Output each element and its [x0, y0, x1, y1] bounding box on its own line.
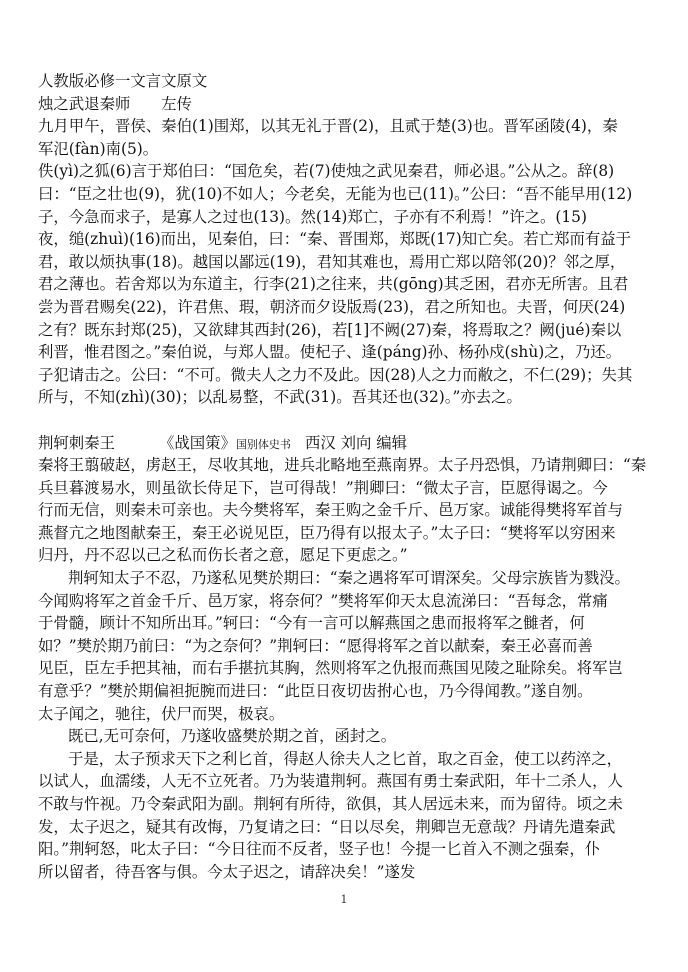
text-line: 夜，缒(zhuì)(16)而出，见秦伯，曰：“秦、晋围郑，郑既(17)知亡矣。若亡郑而有益于 [38, 230, 632, 249]
text-line: 利晋，惟君图之。”秦伯说，与郑人盟。使杞子、逢(páng)孙、杨孙戍(shù)之，乃还。 [38, 343, 622, 362]
text-line: 如？”樊於期乃前曰：“为之奈何？”荆轲曰：“愿得将军之首以献秦，秦王必喜而善 [38, 636, 593, 655]
text-line: 军氾(fàn)南(5)。 [38, 139, 159, 158]
text-line: 发，太子迟之，疑其有改悔，乃复请之曰：“日以尽矣，荆卿岂无意哉？丹请先遣秦武 [38, 817, 616, 836]
text-line: 以试人，血濡缕，人无不立死者。乃为装遣荆轲。燕国有勇士秦武阳，年十二杀人，人 [38, 772, 623, 791]
text-line: 于是，太子预求天下之利匕首，得赵人徐夫人之匕首，取之百金，使工以药淬之， [68, 749, 623, 768]
text-line: 君之薄也。若舍郑以为东道主，行李(21)之往来，共(gōng)其乏困，君亦无所害。且君 [38, 275, 629, 294]
section-heading-zhuzhiwu: 烛之武退秦师 左传 [38, 94, 192, 113]
text-line: 既已,无可奈何，乃遂收盛樊於期之首，函封之。 [68, 727, 397, 746]
section-gap [38, 409, 650, 432]
text-line: 尝为晋君赐矣(22)，许君焦、瑕，朝济而夕设版焉(23)，君之所知也。夫晋，何厌(24) [38, 297, 626, 316]
text-line: 有意乎？”樊於期偏袒扼腕而进曰：“此臣日夜切齿拊心也，乃今得闻教。”遂自刎。 [38, 682, 593, 701]
text-line: 之有？既东封郑(25)，又欲肆其西封(26)，若[1]不阙(27)秦，将焉取之？阙(jué)秦以 [38, 320, 622, 339]
text-line: 曰：“臣之壮也(9)，犹(10)不如人；今老矣，无能为也已(11)。”公曰：“吾不能早用(12) [38, 184, 633, 203]
text-line: 子犯请击之。公曰：“不可。微夫人之力不及此。因(28)人之力而敝之，不仁(29)；失其 [38, 365, 633, 384]
text-line: 行而无信，则秦未可亲也。夫今樊将军，秦王购之金千斤、邑万家。诚能得樊将军首与 [38, 501, 623, 520]
text-line: 所以留者，待吾客与俱。今太子迟之，请辞决矣！”遂发 [38, 862, 416, 881]
document-body [38, 70, 650, 883]
text-line: 燕督亢之地图献秦王，秦王必说见臣，臣乃得有以报太子。”太子曰：“樊将军以穷困来 [38, 523, 616, 542]
text-line: 兵旦暮渡易水，则虽欲长侍足下，岂可得哉！”荆卿曰：“微太子言，臣愿得谒之。今 [38, 478, 608, 497]
text-line: 见臣，臣左手把其袖，而右手揕抗其胸，然则将军之仇报而燕国见陵之耻除矣。将军岂 [38, 659, 623, 678]
text-line: 不敢与忤视。乃令秦武阳为副。荆轲有所待，欲俱，其人居远未来，而为留待。顷之未 [38, 795, 623, 813]
text-line: 太子闻之，驰往，伏尸而哭，极哀。 [38, 704, 285, 723]
text-line: 今闻购将军之首金千斤、邑万家，将奈何？”樊将军仰天太息流涕曰：“吾每念，常痛 [38, 591, 608, 610]
text-line: 归丹，丹不忍以己之私而伤长者之意，愿足下更虑之。” [38, 546, 408, 565]
text-line: 荆轲知太子不忍，乃遂私见樊於期曰：“秦之遇将军可谓深矣。父母宗族皆为戮没。 [68, 569, 630, 588]
heading-book: 《战国策》 [158, 433, 236, 452]
heading-note: 国别体史书 [235, 437, 291, 451]
text-line: 于骨髓，顾计不知所出耳。”轲曰：“今有一言可以解燕国之患而报将军之雠者，何 [38, 614, 585, 633]
section-zhuzhiwu-text [38, 115, 650, 409]
heading-author: 西汉 刘向 编辑 [304, 433, 408, 452]
text-line: 所与，不知(zhì)(30)；以乱易整，不武(31)。吾其还也(32)。”亦去之。 [38, 388, 522, 407]
text-line: 子，今急而求子，是寡人之过也(13)。然(14)郑亡，子亦有不利焉！”许之。(15) [38, 207, 587, 226]
section-jingke-text [38, 454, 650, 883]
text-line: 九月甲午，晋侯、秦伯(1)围郑，以其无礼于晋(2)，且贰于楚(3)也。晋军函陵(4)，秦 [38, 117, 618, 136]
text-line: 阳。”荆轲怒，叱太子曰：“今日往而不反者，竖子也！今提一匕首入不测之强秦，仆 [38, 840, 601, 859]
text-line: 秦将王翦破赵，虏赵王，尽收其地，进兵北略地至燕南界。太子丹恐惧，乃请荆卿曰：“秦 [38, 456, 647, 475]
text-line: 君，敢以烦执事(18)。越国以鄙远(19)，君知其难也，焉用亡郑以陪邻(20)？邻之厚， [38, 252, 626, 271]
text-line: 佚(yì)之狐(6)言于郑伯曰：“国危矣，若(7)使烛之武见秦君，师必退。”公从之。辞(8) [38, 162, 615, 181]
section-heading-jingke [38, 432, 650, 455]
page-number: 1 [340, 893, 348, 906]
heading-title: 荆轲刺秦王 [38, 433, 115, 452]
document-title: 人教版必修一文言文原文 [38, 72, 208, 90]
